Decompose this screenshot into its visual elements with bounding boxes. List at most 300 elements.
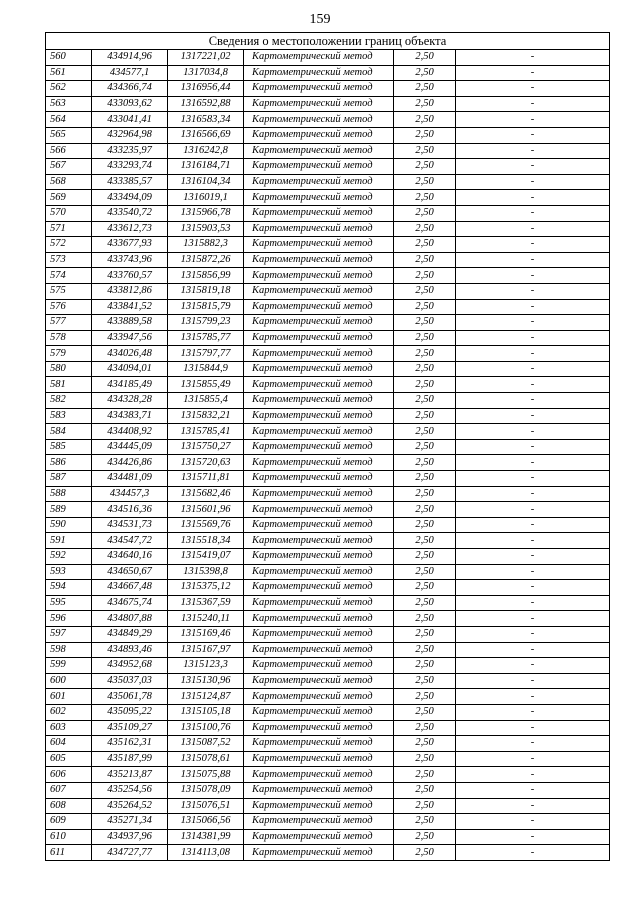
description-cell: - [456, 549, 610, 565]
table-row [46, 829, 610, 845]
point-number-cell: 609 [46, 814, 92, 830]
description-cell: - [456, 782, 610, 798]
table-row [46, 268, 610, 284]
method-cell: Картометрический метод [244, 798, 394, 814]
x-coordinate-cell: 434445,09 [92, 439, 168, 455]
y-coordinate-cell: 1315797,77 [168, 346, 244, 362]
y-coordinate-cell: 1315601,96 [168, 502, 244, 518]
accuracy-cell: 2,50 [394, 502, 456, 518]
table-row [46, 455, 610, 471]
table-row [46, 112, 610, 128]
method-cell: Картометрический метод [244, 736, 394, 752]
accuracy-cell: 2,50 [394, 408, 456, 424]
accuracy-cell: 2,50 [394, 767, 456, 783]
point-number-cell: 578 [46, 330, 92, 346]
table-row [46, 50, 610, 66]
description-cell: - [456, 315, 610, 331]
method-cell: Картометрический метод [244, 81, 394, 97]
description-cell: - [456, 673, 610, 689]
description-cell: - [456, 346, 610, 362]
x-coordinate-cell: 434531,73 [92, 517, 168, 533]
method-cell: Картометрический метод [244, 346, 394, 362]
y-coordinate-cell: 1315903,53 [168, 221, 244, 237]
method-cell: Картометрический метод [244, 283, 394, 299]
method-cell: Картометрический метод [244, 361, 394, 377]
y-coordinate-cell: 1316242,8 [168, 143, 244, 159]
method-cell: Картометрический метод [244, 455, 394, 471]
description-cell: - [456, 408, 610, 424]
table-row [46, 299, 610, 315]
point-number-cell: 599 [46, 658, 92, 674]
table-row [46, 377, 610, 393]
y-coordinate-cell: 1315087,52 [168, 736, 244, 752]
description-cell: - [456, 159, 610, 175]
table-row [46, 486, 610, 502]
table-row [46, 751, 610, 767]
method-cell: Картометрический метод [244, 143, 394, 159]
point-number-cell: 572 [46, 237, 92, 253]
x-coordinate-cell: 434952,68 [92, 658, 168, 674]
x-coordinate-cell: 433841,52 [92, 299, 168, 315]
accuracy-cell: 2,50 [394, 642, 456, 658]
table-row [46, 782, 610, 798]
accuracy-cell: 2,50 [394, 455, 456, 471]
description-cell: - [456, 736, 610, 752]
method-cell: Картометрический метод [244, 658, 394, 674]
x-coordinate-cell: 432964,98 [92, 127, 168, 143]
table-row [46, 626, 610, 642]
point-number-cell: 597 [46, 626, 92, 642]
method-cell: Картометрический метод [244, 767, 394, 783]
description-cell: - [456, 237, 610, 253]
accuracy-cell: 2,50 [394, 658, 456, 674]
y-coordinate-cell: 1315785,77 [168, 330, 244, 346]
table-row [46, 642, 610, 658]
point-number-cell: 576 [46, 299, 92, 315]
x-coordinate-cell: 434328,28 [92, 393, 168, 409]
description-cell: - [456, 174, 610, 190]
description-cell: - [456, 767, 610, 783]
table-row [46, 361, 610, 377]
y-coordinate-cell: 1315855,49 [168, 377, 244, 393]
y-coordinate-cell: 1315419,07 [168, 549, 244, 565]
accuracy-cell: 2,50 [394, 190, 456, 206]
x-coordinate-cell: 433677,93 [92, 237, 168, 253]
method-cell: Картометрический метод [244, 424, 394, 440]
x-coordinate-cell: 433494,09 [92, 190, 168, 206]
x-coordinate-cell: 434807,88 [92, 611, 168, 627]
table-row [46, 611, 610, 627]
y-coordinate-cell: 1316566,69 [168, 127, 244, 143]
table-row [46, 315, 610, 331]
accuracy-cell: 2,50 [394, 471, 456, 487]
description-cell: - [456, 720, 610, 736]
y-coordinate-cell: 1316592,88 [168, 96, 244, 112]
y-coordinate-cell: 1316019,1 [168, 190, 244, 206]
method-cell: Картометрический метод [244, 517, 394, 533]
table-row [46, 689, 610, 705]
x-coordinate-cell: 433612,73 [92, 221, 168, 237]
point-number-cell: 580 [46, 361, 92, 377]
point-number-cell: 592 [46, 549, 92, 565]
accuracy-cell: 2,50 [394, 580, 456, 596]
accuracy-cell: 2,50 [394, 96, 456, 112]
x-coordinate-cell: 435187,99 [92, 751, 168, 767]
accuracy-cell: 2,50 [394, 112, 456, 128]
x-coordinate-cell: 435213,87 [92, 767, 168, 783]
y-coordinate-cell: 1315169,46 [168, 626, 244, 642]
x-coordinate-cell: 434727,77 [92, 845, 168, 861]
table-row [46, 159, 610, 175]
point-number-cell: 593 [46, 564, 92, 580]
table-row [46, 549, 610, 565]
x-coordinate-cell: 434026,48 [92, 346, 168, 362]
x-coordinate-cell: 433760,57 [92, 268, 168, 284]
point-number-cell: 583 [46, 408, 92, 424]
accuracy-cell: 2,50 [394, 673, 456, 689]
table-row [46, 408, 610, 424]
accuracy-cell: 2,50 [394, 127, 456, 143]
description-cell: - [456, 143, 610, 159]
method-cell: Картометрический метод [244, 439, 394, 455]
accuracy-cell: 2,50 [394, 315, 456, 331]
y-coordinate-cell: 1315855,4 [168, 393, 244, 409]
description-cell: - [456, 486, 610, 502]
point-number-cell: 594 [46, 580, 92, 596]
accuracy-cell: 2,50 [394, 720, 456, 736]
accuracy-cell: 2,50 [394, 283, 456, 299]
table-row [46, 190, 610, 206]
table-row [46, 564, 610, 580]
description-cell: - [456, 65, 610, 81]
method-cell: Картометрический метод [244, 704, 394, 720]
method-cell: Картометрический метод [244, 564, 394, 580]
point-number-cell: 566 [46, 143, 92, 159]
point-number-cell: 596 [46, 611, 92, 627]
method-cell: Картометрический метод [244, 471, 394, 487]
accuracy-cell: 2,50 [394, 346, 456, 362]
accuracy-cell: 2,50 [394, 361, 456, 377]
x-coordinate-cell: 435109,27 [92, 720, 168, 736]
y-coordinate-cell: 1315711,81 [168, 471, 244, 487]
method-cell: Картометрический метод [244, 720, 394, 736]
method-cell: Картометрический метод [244, 315, 394, 331]
table-row [46, 502, 610, 518]
point-number-cell: 607 [46, 782, 92, 798]
point-number-cell: 573 [46, 252, 92, 268]
y-coordinate-cell: 1315750,27 [168, 439, 244, 455]
point-number-cell: 584 [46, 424, 92, 440]
description-cell: - [456, 205, 610, 221]
point-number-cell: 565 [46, 127, 92, 143]
table-row [46, 237, 610, 253]
x-coordinate-cell: 433385,57 [92, 174, 168, 190]
method-cell: Картометрический метод [244, 237, 394, 253]
method-cell: Картометрический метод [244, 642, 394, 658]
point-number-cell: 574 [46, 268, 92, 284]
y-coordinate-cell: 1315375,12 [168, 580, 244, 596]
y-coordinate-cell: 1315075,88 [168, 767, 244, 783]
x-coordinate-cell: 434481,09 [92, 471, 168, 487]
method-cell: Картометрический метод [244, 159, 394, 175]
point-number-cell: 561 [46, 65, 92, 81]
point-number-cell: 600 [46, 673, 92, 689]
x-coordinate-cell: 434849,29 [92, 626, 168, 642]
point-number-cell: 590 [46, 517, 92, 533]
y-coordinate-cell: 1315518,34 [168, 533, 244, 549]
accuracy-cell: 2,50 [394, 751, 456, 767]
accuracy-cell: 2,50 [394, 159, 456, 175]
x-coordinate-cell: 434667,48 [92, 580, 168, 596]
y-coordinate-cell: 1315066,56 [168, 814, 244, 830]
table-row [46, 330, 610, 346]
y-coordinate-cell: 1316956,44 [168, 81, 244, 97]
y-coordinate-cell: 1315882,3 [168, 237, 244, 253]
method-cell: Картометрический метод [244, 751, 394, 767]
x-coordinate-cell: 434426,86 [92, 455, 168, 471]
accuracy-cell: 2,50 [394, 845, 456, 861]
description-cell: - [456, 299, 610, 315]
description-cell: - [456, 704, 610, 720]
method-cell: Картометрический метод [244, 533, 394, 549]
y-coordinate-cell: 1314113,08 [168, 845, 244, 861]
y-coordinate-cell: 1315966,78 [168, 205, 244, 221]
table-row [46, 517, 610, 533]
accuracy-cell: 2,50 [394, 221, 456, 237]
y-coordinate-cell: 1315123,3 [168, 658, 244, 674]
point-number-cell: 567 [46, 159, 92, 175]
table-row [46, 283, 610, 299]
y-coordinate-cell: 1317221,02 [168, 50, 244, 66]
accuracy-cell: 2,50 [394, 424, 456, 440]
description-cell: - [456, 330, 610, 346]
y-coordinate-cell: 1315832,21 [168, 408, 244, 424]
x-coordinate-cell: 434366,74 [92, 81, 168, 97]
x-coordinate-cell: 434640,16 [92, 549, 168, 565]
accuracy-cell: 2,50 [394, 814, 456, 830]
point-number-cell: 564 [46, 112, 92, 128]
accuracy-cell: 2,50 [394, 252, 456, 268]
table-title: Сведения о местоположении границ объекта [46, 33, 610, 50]
accuracy-cell: 2,50 [394, 205, 456, 221]
y-coordinate-cell: 1315124,87 [168, 689, 244, 705]
point-number-cell: 591 [46, 533, 92, 549]
x-coordinate-cell: 433041,41 [92, 112, 168, 128]
x-coordinate-cell: 433947,56 [92, 330, 168, 346]
description-cell: - [456, 751, 610, 767]
point-number-cell: 582 [46, 393, 92, 409]
accuracy-cell: 2,50 [394, 81, 456, 97]
method-cell: Картометрический метод [244, 549, 394, 565]
y-coordinate-cell: 1315682,46 [168, 486, 244, 502]
method-cell: Картометрический метод [244, 299, 394, 315]
accuracy-cell: 2,50 [394, 533, 456, 549]
accuracy-cell: 2,50 [394, 704, 456, 720]
x-coordinate-cell: 433743,96 [92, 252, 168, 268]
method-cell: Картометрический метод [244, 782, 394, 798]
description-cell: - [456, 190, 610, 206]
description-cell: - [456, 502, 610, 518]
method-cell: Картометрический метод [244, 268, 394, 284]
description-cell: - [456, 564, 610, 580]
accuracy-cell: 2,50 [394, 564, 456, 580]
y-coordinate-cell: 1317034,8 [168, 65, 244, 81]
point-number-cell: 562 [46, 81, 92, 97]
x-coordinate-cell: 435061,78 [92, 689, 168, 705]
x-coordinate-cell: 433889,58 [92, 315, 168, 331]
x-coordinate-cell: 433293,74 [92, 159, 168, 175]
x-coordinate-cell: 434457,3 [92, 486, 168, 502]
method-cell: Картометрический метод [244, 486, 394, 502]
y-coordinate-cell: 1315130,96 [168, 673, 244, 689]
x-coordinate-cell: 433235,97 [92, 143, 168, 159]
y-coordinate-cell: 1315819,18 [168, 283, 244, 299]
description-cell: - [456, 626, 610, 642]
x-coordinate-cell: 434408,92 [92, 424, 168, 440]
point-number-cell: 589 [46, 502, 92, 518]
method-cell: Картометрический метод [244, 814, 394, 830]
table-row [46, 81, 610, 97]
table-row [46, 704, 610, 720]
point-number-cell: 570 [46, 205, 92, 221]
table-row [46, 221, 610, 237]
table-row [46, 346, 610, 362]
method-cell: Картометрический метод [244, 174, 394, 190]
method-cell: Картометрический метод [244, 127, 394, 143]
point-number-cell: 608 [46, 798, 92, 814]
x-coordinate-cell: 434577,1 [92, 65, 168, 81]
point-number-cell: 585 [46, 439, 92, 455]
method-cell: Картометрический метод [244, 190, 394, 206]
y-coordinate-cell: 1315367,59 [168, 595, 244, 611]
method-cell: Картометрический метод [244, 65, 394, 81]
description-cell: - [456, 377, 610, 393]
method-cell: Картометрический метод [244, 580, 394, 596]
description-cell: - [456, 50, 610, 66]
accuracy-cell: 2,50 [394, 377, 456, 393]
method-cell: Картометрический метод [244, 689, 394, 705]
description-cell: - [456, 595, 610, 611]
y-coordinate-cell: 1315720,63 [168, 455, 244, 471]
table-row [46, 471, 610, 487]
description-cell: - [456, 611, 610, 627]
method-cell: Картометрический метод [244, 112, 394, 128]
point-number-cell: 595 [46, 595, 92, 611]
x-coordinate-cell: 435162,31 [92, 736, 168, 752]
table-row [46, 767, 610, 783]
description-cell: - [456, 814, 610, 830]
method-cell: Картометрический метод [244, 611, 394, 627]
accuracy-cell: 2,50 [394, 549, 456, 565]
table-row [46, 845, 610, 861]
x-coordinate-cell: 434094,01 [92, 361, 168, 377]
description-cell: - [456, 424, 610, 440]
y-coordinate-cell: 1316184,71 [168, 159, 244, 175]
point-number-cell: 563 [46, 96, 92, 112]
table-row [46, 424, 610, 440]
y-coordinate-cell: 1316104,34 [168, 174, 244, 190]
accuracy-cell: 2,50 [394, 689, 456, 705]
description-cell: - [456, 252, 610, 268]
description-cell: - [456, 471, 610, 487]
x-coordinate-cell: 435254,56 [92, 782, 168, 798]
y-coordinate-cell: 1315398,8 [168, 564, 244, 580]
point-number-cell: 579 [46, 346, 92, 362]
y-coordinate-cell: 1315167,97 [168, 642, 244, 658]
accuracy-cell: 2,50 [394, 595, 456, 611]
table-row [46, 673, 610, 689]
table-row [46, 174, 610, 190]
accuracy-cell: 2,50 [394, 486, 456, 502]
accuracy-cell: 2,50 [394, 330, 456, 346]
accuracy-cell: 2,50 [394, 237, 456, 253]
x-coordinate-cell: 434937,96 [92, 829, 168, 845]
boundary-table [45, 32, 610, 861]
table-row [46, 143, 610, 159]
point-number-cell: 602 [46, 704, 92, 720]
y-coordinate-cell: 1315856,99 [168, 268, 244, 284]
method-cell: Картометрический метод [244, 673, 394, 689]
point-number-cell: 601 [46, 689, 92, 705]
accuracy-cell: 2,50 [394, 736, 456, 752]
description-cell: - [456, 127, 610, 143]
description-cell: - [456, 533, 610, 549]
table-row [46, 533, 610, 549]
method-cell: Картометрический метод [244, 330, 394, 346]
table-row [46, 393, 610, 409]
description-cell: - [456, 689, 610, 705]
description-cell: - [456, 361, 610, 377]
x-coordinate-cell: 434516,36 [92, 502, 168, 518]
method-cell: Картометрический метод [244, 502, 394, 518]
table-row [46, 65, 610, 81]
point-number-cell: 610 [46, 829, 92, 845]
table-row [46, 658, 610, 674]
y-coordinate-cell: 1316583,34 [168, 112, 244, 128]
table-row [46, 580, 610, 596]
point-number-cell: 575 [46, 283, 92, 299]
description-cell: - [456, 658, 610, 674]
point-number-cell: 586 [46, 455, 92, 471]
y-coordinate-cell: 1315815,79 [168, 299, 244, 315]
method-cell: Картометрический метод [244, 252, 394, 268]
description-cell: - [456, 283, 610, 299]
table-row [46, 595, 610, 611]
x-coordinate-cell: 434650,67 [92, 564, 168, 580]
x-coordinate-cell: 434914,96 [92, 50, 168, 66]
y-coordinate-cell: 1315872,26 [168, 252, 244, 268]
accuracy-cell: 2,50 [394, 299, 456, 315]
point-number-cell: 560 [46, 50, 92, 66]
point-number-cell: 568 [46, 174, 92, 190]
description-cell: - [456, 268, 610, 284]
accuracy-cell: 2,50 [394, 626, 456, 642]
description-cell: - [456, 81, 610, 97]
table-row [46, 127, 610, 143]
description-cell: - [456, 112, 610, 128]
accuracy-cell: 2,50 [394, 50, 456, 66]
table-row [46, 798, 610, 814]
point-number-cell: 577 [46, 315, 92, 331]
point-number-cell: 587 [46, 471, 92, 487]
accuracy-cell: 2,50 [394, 611, 456, 627]
table-row [46, 439, 610, 455]
y-coordinate-cell: 1315076,51 [168, 798, 244, 814]
description-cell: - [456, 642, 610, 658]
table-row [46, 814, 610, 830]
point-number-cell: 605 [46, 751, 92, 767]
method-cell: Картометрический метод [244, 408, 394, 424]
